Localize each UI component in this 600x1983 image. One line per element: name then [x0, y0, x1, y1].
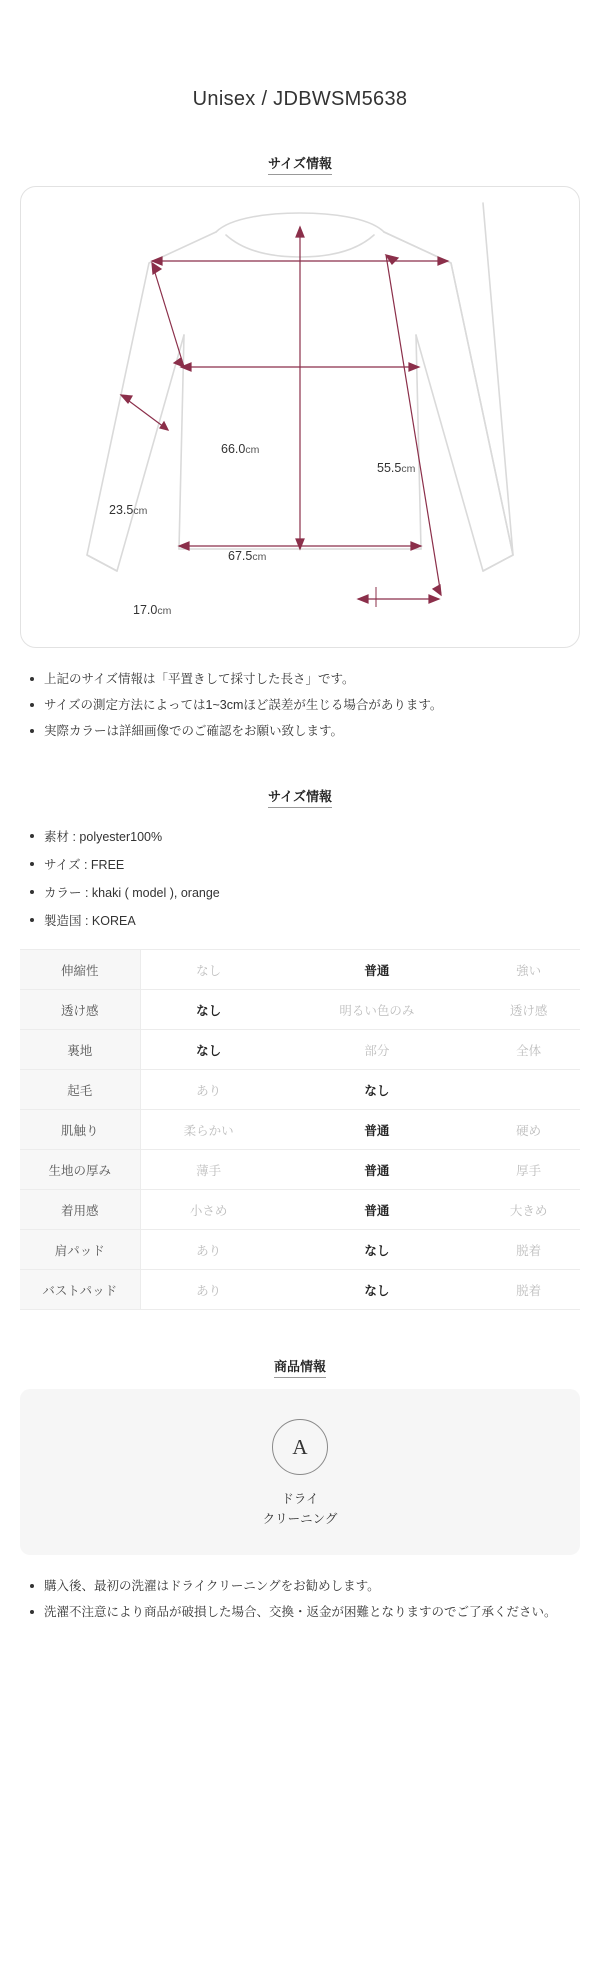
option-cell: なし [196, 963, 222, 978]
row-label: 肩パッド [20, 1230, 140, 1270]
list-item: 素材 : polyester100% [24, 823, 576, 851]
option-cell: 脱着 [516, 1283, 542, 1298]
table-row [20, 1110, 580, 1150]
option-cell: 硬め [516, 1123, 542, 1138]
option-cell: なし [196, 1043, 222, 1058]
row-label: バストパッド [20, 1270, 140, 1310]
dim-label-length [305, 646, 343, 648]
row-label: 伸縮性 [20, 950, 140, 990]
table-row [20, 1270, 580, 1310]
spec-section-heading [20, 786, 580, 805]
option-cell: なし [196, 1003, 222, 1018]
option-cell: 普通 [364, 1123, 390, 1138]
option-cell: 透け感 [509, 1003, 548, 1018]
table-row [20, 1030, 580, 1070]
size-diagram-card [20, 186, 580, 648]
list-item: 上記のサイズ情報は「平置きして採寸した長さ」です。 [24, 666, 576, 692]
table-row [20, 950, 580, 990]
spec-list [20, 823, 580, 935]
list-item: サイズの測定方法によっては1~3cmほど誤差が生じる場合があります。 [24, 692, 576, 718]
size-notes-list [20, 666, 580, 744]
spec-section-heading-text: サイズ情報 [268, 789, 332, 808]
option-cell: 薄手 [196, 1163, 222, 1178]
page-title: Unisex / JDBWSM5638 [192, 88, 408, 111]
dry-clean-icon: A [272, 1419, 328, 1475]
option-cell: 小さめ [189, 1203, 228, 1218]
row-label: 肌触り [20, 1110, 140, 1150]
row-label: 透け感 [20, 990, 140, 1030]
row-label: 起毛 [20, 1070, 140, 1110]
option-cell: 厚手 [516, 1163, 542, 1178]
table-row [20, 1150, 580, 1190]
option-cell: あり [196, 1083, 222, 1098]
row-label: 裏地 [20, 1030, 140, 1070]
dim-label-shoulder: 66.0cm [221, 442, 260, 457]
option-cell: 柔らかい [183, 1123, 234, 1138]
garment-diagram [21, 187, 579, 647]
table-row [20, 1230, 580, 1270]
table-row [20, 1190, 580, 1230]
dim-label-chest: 67.5cm [228, 549, 267, 564]
option-cell: 部分 [364, 1043, 390, 1058]
row-label: 生地の厚み [20, 1150, 140, 1190]
list-item: 洗濯不注意により商品が破損した場合、交換・返金が困難となりますのでご了承ください。 [24, 1599, 576, 1625]
option-cell: 普通 [364, 963, 390, 978]
option-cell: 強い [516, 963, 542, 978]
list-item: カラー : khaki ( model ), orange [24, 879, 576, 907]
table-row [20, 990, 580, 1030]
dim-label-sleeve: 55.5cm [377, 461, 416, 476]
option-cell: 全体 [516, 1043, 542, 1058]
option-cell: 大きめ [509, 1203, 548, 1218]
care-label [20, 1489, 580, 1529]
option-cell: なし [364, 1283, 390, 1298]
option-cell: なし [364, 1243, 390, 1258]
care-label-line1: ドライ [281, 1492, 319, 1507]
product-detail-page [0, 13, 600, 1983]
list-item: 購入後、最初の洗濯はドライクリーニングをお勧めします。 [24, 1573, 576, 1599]
option-cell: 普通 [364, 1163, 390, 1178]
list-item: 製造国 : KOREA [24, 907, 576, 935]
option-cell [477, 1070, 580, 1110]
size-section-heading-text: サイズ情報 [268, 156, 332, 175]
row-label: 着用感 [20, 1190, 140, 1230]
dim-label-armhole: 23.5cm [109, 503, 148, 518]
care-card [20, 1389, 580, 1555]
care-label-line2: クリーニング [262, 1512, 338, 1527]
care-section-heading-text: 商品情報 [274, 1359, 326, 1378]
option-cell: 脱着 [516, 1243, 542, 1258]
option-cell: 明るい色のみ [339, 1003, 415, 1018]
care-section-heading [20, 1356, 580, 1375]
dim-label-sleeve-opening-upper: 17.0cm [133, 603, 172, 618]
bottom-spacer [20, 1625, 580, 1665]
list-item: サイズ : FREE [24, 851, 576, 879]
table-row [20, 1070, 580, 1110]
option-cell: あり [196, 1243, 222, 1258]
properties-table [20, 949, 580, 1310]
size-section-heading [20, 153, 580, 172]
option-cell: 普通 [364, 1203, 390, 1218]
list-item: 実際カラーは詳細画像でのご確認をお願い致します。 [24, 718, 576, 744]
option-cell: あり [196, 1283, 222, 1298]
option-cell: なし [364, 1083, 390, 1098]
care-notes-list [20, 1573, 580, 1625]
